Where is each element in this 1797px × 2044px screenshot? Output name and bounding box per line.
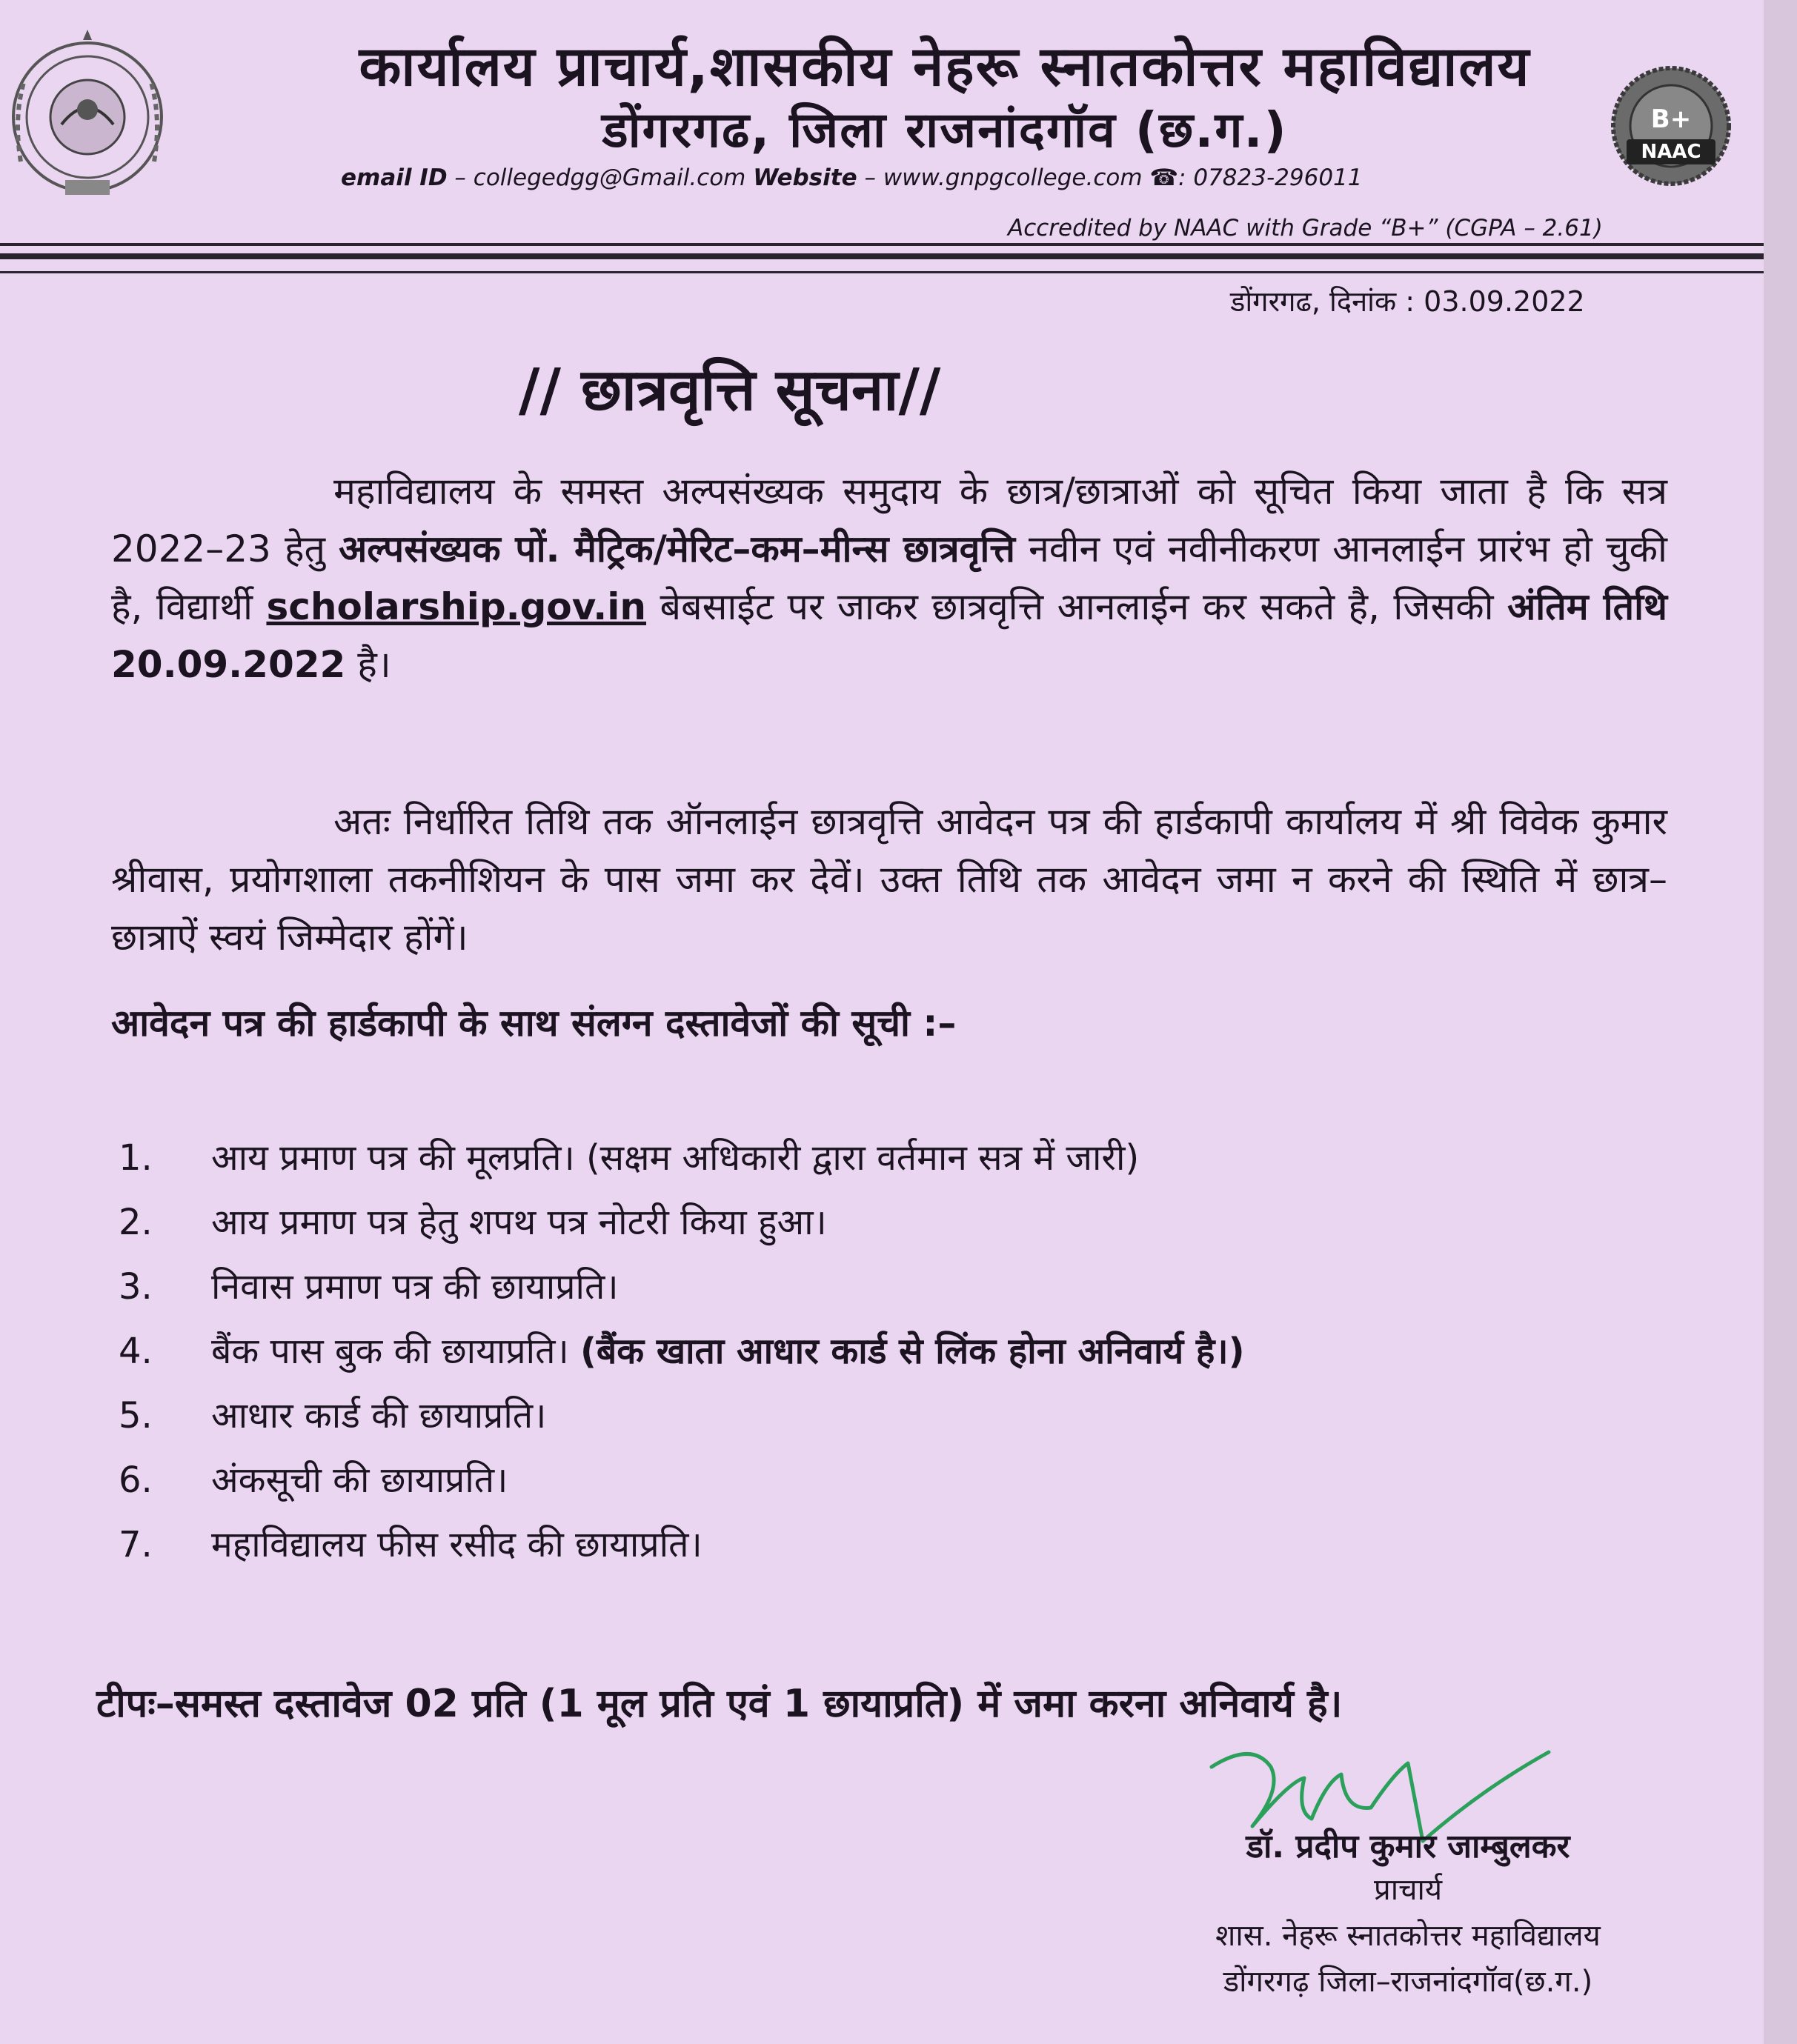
list-item-text: [211, 1513, 702, 1577]
list-item-number: 1.: [119, 1137, 153, 1179]
list-item-text: [211, 1126, 1139, 1191]
list-item: [111, 1384, 1704, 1448]
college-seal-logo: [6, 28, 169, 206]
scholarship-portal-link[interactable]: scholarship.gov.in: [266, 585, 647, 628]
list-item-text: [211, 1191, 827, 1255]
phone-number: 07823-296011: [1193, 164, 1363, 191]
paragraph-text: बेबसाईट पर जाकर छात्रवृत्ति आनलाईन कर सकते है, जिसकी: [646, 585, 1508, 628]
list-item-label: अंकसूची की छायाप्रति।: [211, 1459, 508, 1501]
list-item-text: [211, 1319, 1245, 1384]
list-item-text: [211, 1448, 508, 1513]
letterhead-divider: [0, 243, 1764, 246]
list-item-number: 2.: [119, 1202, 153, 1243]
naac-badge-logo: [1601, 59, 1741, 193]
naac-name-text: NAAC: [1641, 141, 1701, 163]
letterhead-location: डोंगरगढ, जिला राजनांदगॉव (छ.ग.): [602, 101, 1288, 159]
paragraph-text: महाविद्यालय के समस्त अल्पसंख्यक समुदाय के छात्र/छात्राओं को सूचित किया जाता है कि सत्र 2022–23 हेतु: [111, 470, 1667, 570]
notice-paragraph-1: [111, 462, 1667, 693]
notice-paragraph-2: [111, 793, 1667, 966]
list-item-label: आधार कार्ड की छायाप्रति।: [211, 1395, 547, 1437]
list-item-label: महाविद्यालय फीस रसीद की छायाप्रति।: [211, 1524, 702, 1565]
signatory-block: [1112, 1822, 1704, 2005]
list-item-number: 4.: [119, 1331, 153, 1372]
list-item-number: 5.: [119, 1395, 153, 1437]
notice-note: टीपः–समस्त दस्तावेज 02 प्रति (1 मूल प्रति एवं 1 छायाप्रति) में जमा करना अनिवार्य है।: [96, 1682, 1343, 1726]
list-item-number: 6.: [119, 1459, 153, 1501]
list-item: [111, 1319, 1704, 1384]
letterhead-contact: email ID – collegedgg@Gmail.com Website – www.gnpgcollege.com ☎: 07823-296011: [341, 164, 1363, 191]
list-item: [111, 1448, 1704, 1513]
notice-title: // छात्रवृत्ति सूचना//: [519, 357, 941, 424]
list-item-number: 7.: [119, 1524, 153, 1565]
letterhead-divider: [0, 253, 1764, 259]
notice-date: डोंगरगढ, दिनांक : 03.09.2022: [1230, 285, 1585, 318]
list-item-text: [211, 1255, 619, 1319]
paragraph-text: नवीन एवं नवीनीकरण आनलाईन प्रारंभ हो चुकी है, विद्यार्थी: [111, 527, 1667, 628]
documents-list: [111, 1126, 1704, 1577]
phone-icon: ☎: [1149, 164, 1179, 191]
list-item-number: 3.: [119, 1266, 153, 1308]
signatory-location: डोंगरगढ़ जिला–राजनांदगॉव(छ.ग.): [1223, 1965, 1593, 1999]
naac-grade-text: B+: [1650, 104, 1692, 134]
email-label: email ID: [341, 164, 448, 191]
list-item: [111, 1126, 1704, 1191]
signatory-designation: प्राचार्य: [1373, 1873, 1443, 1907]
paragraph-text: अतः निर्धारित तिथि तक ऑनलाईन छात्रवृत्ति आवेदन पत्र की हार्डकापी कार्यालय में श्री विवेक कुमार श्रीवास, प्रयोगशाला तकनीशियन के पास जमा कर देवें। उक्त तिथि तक आवेदन जमा न करने की स्थिति में छात्र–छात्राऐं स्वयं जिम्मेदार होंगें।: [111, 800, 1667, 959]
list-item-label: निवास प्रमाण पत्र की छायाप्रति।: [211, 1266, 619, 1308]
list-item-text: [211, 1384, 546, 1448]
list-item: [111, 1513, 1704, 1577]
last-date: अंतिम तिथि 20.09.2022: [111, 585, 1667, 686]
letterhead-divider: [0, 271, 1764, 273]
website-label: Website: [753, 164, 857, 191]
list-item: [111, 1191, 1704, 1255]
website-address: www.gnpgcollege.com: [883, 164, 1143, 191]
email-address: collegedgg@Gmail.com: [473, 164, 746, 191]
paragraph-text: है।: [345, 643, 391, 686]
signatory-name: डॉ. प्रदीप कुमार जाम्बुलकर: [1246, 1828, 1570, 1865]
signatory-institution: शास. नेहरू स्नातकोत्तर महाविद्यालय: [1215, 1919, 1601, 1953]
list-item-label: आय प्रमाण पत्र हेतु शपथ पत्र नोटरी किया हुआ।: [211, 1202, 827, 1243]
list-item-emphasis: (बैंक खाता आधार कार्ड से लिंक होना अनिवार्य है।): [579, 1331, 1245, 1372]
list-item-label: आय प्रमाण पत्र की मूलप्रति। (सक्षम अधिकारी द्वारा वर्तमान सत्र में जारी): [211, 1137, 1140, 1179]
documents-list-heading: आवेदन पत्र की हार्डकापी के साथ संलग्न दस्तावेजों की सूची :–: [111, 1002, 957, 1045]
scholarship-name: अल्पसंख्यक पों. मैट्रिक/मेरिट–कम–मीन्स छात्रवृत्ति: [339, 527, 1015, 570]
page-edge: [1764, 0, 1797, 2044]
letterhead-office-title: कार्यालय प्राचार्य,शासकीय नेहरू स्नातकोत्तर महाविद्यालय: [359, 35, 1531, 99]
accreditation-line: Accredited by NAAC with Grade “B+” (CGPA – 2.61): [1008, 215, 1603, 242]
list-item-label: बैंक पास बुक की छायाप्रति।: [211, 1331, 580, 1372]
list-item: [111, 1255, 1704, 1319]
